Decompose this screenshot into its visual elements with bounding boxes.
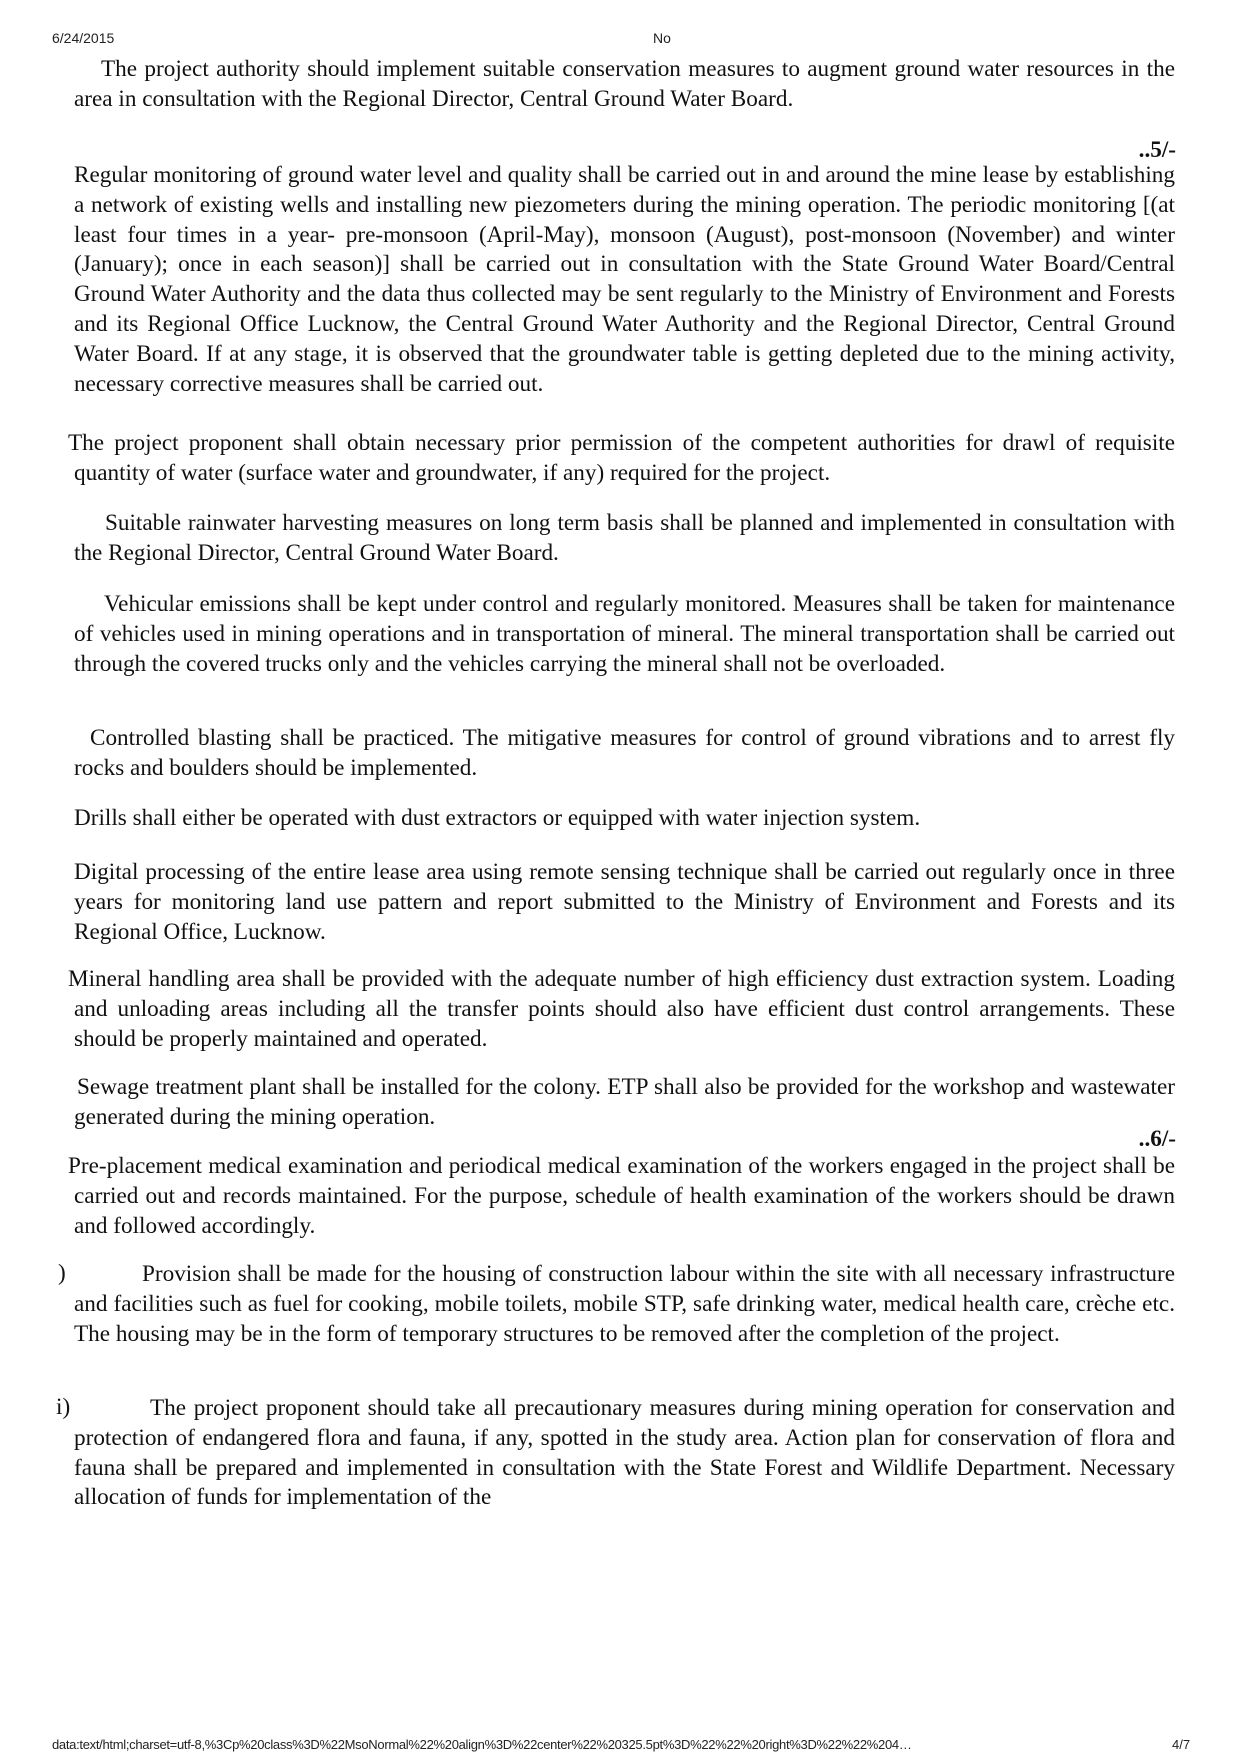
paragraph-mineral-handling: Mineral handling area shall be provided with the adequate number of high efficiency dust extraction system. Loading and unloading areas including all the transfer points should also have efficient dust control arrangements. These should be properly maintained and operated. bbox=[68, 966, 1175, 1052]
paragraph-labour-housing: Provision shall be made for the housing of construction labour within the site with all necessary infrastructure and facilities such as fuel for cooking, mobile toilets, mobile STP, safe drinking water, medical health care, crèche etc. The housing may be in the form of temporary structures to be removed after the completion of the project. bbox=[74, 1261, 1175, 1347]
paragraph-sewage-treatment: Sewage treatment plant shall be installed for the colony. ETP shall also be provided for the workshop and wastewater generated during the mining operation. bbox=[74, 1074, 1175, 1130]
print-date: 6/24/2015 bbox=[52, 30, 115, 46]
paragraph-controlled-blasting: Controlled blasting shall be practiced. The mitigative measures for control of ground vibrations and to arrest fly rocks and boulders should be implemented. bbox=[74, 725, 1175, 781]
page-ref-6: ..6/- bbox=[1138, 1126, 1176, 1152]
paragraph-medical-examination: Pre-placement medical examination and periodical medical examination of the workers engaged in the project shall be carried out and records maintained. For the purpose, schedule of health examination of the workers should be drawn and followed accordingly. bbox=[68, 1153, 1175, 1239]
item-marker: i) bbox=[56, 1394, 71, 1420]
footer-page-number: 4/7 bbox=[1172, 1737, 1191, 1752]
paragraph-rainwater-harvesting: Suitable rainwater harvesting measures on long term basis shall be planned and implemented in consultation with the Regional Director, Central Ground Water Board. bbox=[74, 510, 1175, 566]
paragraph-groundwater-monitoring: Regular monitoring of ground water level and quality shall be carried out in and around the mine lease by establishing a network of existing wells and installing new piezometers during the mining operation. The periodic monitoring [(at least four times in a year- pre-monsoon (April-May), monsoon (August), post-monsoon (November) and winter (January); once in each season)] shall be carried out in consultation with the State Ground Water Board/Central Ground Water Authority and the data thus collected may be sent regularly to the Ministry of Environment and Forests and its Regional Office Lucknow, the Central Ground Water Authority and the Regional Director, Central Ground Water Board. If at any stage, it is observed that the groundwater table is getting depleted due to the mining activity, necessary corrective measures shall be carried out. bbox=[74, 162, 1175, 397]
print-title: No bbox=[653, 30, 671, 46]
page-ref-5: ..5/- bbox=[1138, 137, 1176, 163]
footer-url: data:text/html;charset=utf-8,%3Cp%20class%3D%22MsoNormal%22%20align%3D%22center%22%20325.5pt%3D%22%22%20right%3D%22%22%204… bbox=[52, 1737, 912, 1752]
paragraph-flora-fauna: The project proponent should take all precautionary measures during mining operation for conservation and protection of endangered flora and fauna, if any, spotted in the study area. Action plan for conservation of flora and fauna shall be prepared and implemented in consultation with the State Forest and Wildlife Department. Necessary allocation of funds for implementation of the bbox=[74, 1395, 1175, 1511]
paragraph-groundwater-conservation: The project authority should implement suitable conservation measures to augment ground water resources in the area in consultation with the Regional Director, Central Ground Water Board. bbox=[74, 56, 1175, 112]
paragraph-vehicular-emissions: Vehicular emissions shall be kept under control and regularly monitored. Measures shall be taken for maintenance of vehicles used in mining operations and in transportation of mineral. The mineral transportation shall be carried out through the covered trucks only and the vehicles carrying the mineral shall not be overloaded. bbox=[74, 591, 1175, 677]
paragraph-drills: Drills shall either be operated with dust extractors or equipped with water injection system. bbox=[74, 805, 921, 831]
paragraph-water-permission: The project proponent shall obtain necessary prior permission of the competent authorities for drawl of requisite quantity of water (surface water and groundwater, if any) required for the project. bbox=[68, 430, 1175, 486]
item-marker: ) bbox=[58, 1260, 66, 1286]
paragraph-digital-processing: Digital processing of the entire lease area using remote sensing technique shall be carried out regularly once in three years for monitoring land use pattern and report submitted to the Ministry of Environment and Forests and its Regional Office, Lucknow. bbox=[74, 859, 1175, 945]
